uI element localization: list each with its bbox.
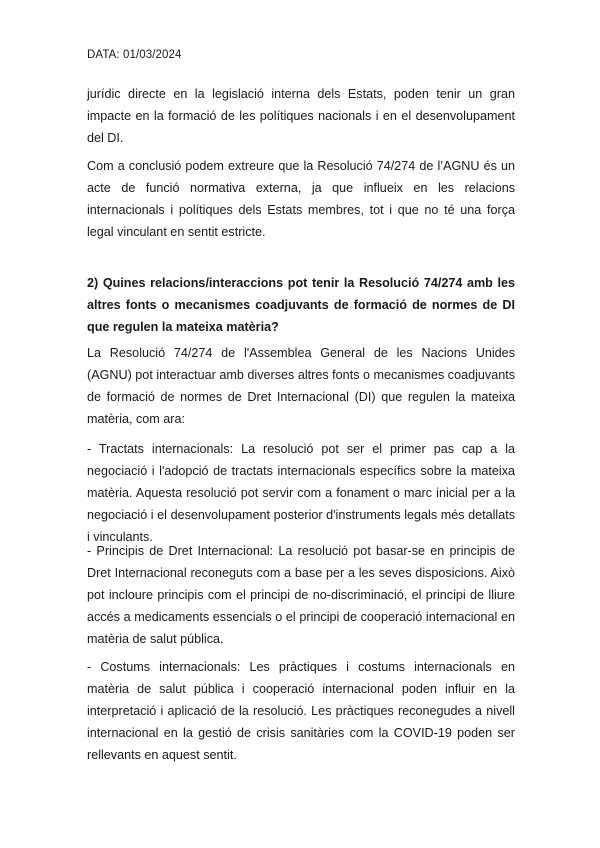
paragraph-conclusion: Com a conclusió podem extreure que la Resolució 74/274 de l’AGNU és un acte de funció normativa externa, ja que influeix en les relacions internacionals i polítiques dels Estats membres, tot i que no té una força legal vinculant en sentit estricte.	[87, 159, 515, 239]
document-date: DATA: 01/03/2024	[87, 49, 182, 61]
question-heading: 2) Quines relacions/interaccions pot tenir la Resolució 74/274 amb les altres fonts o mecanismes coadjuvants de formació de normes de DI que regulen la mateixa matèria?	[87, 276, 515, 334]
paragraph-continuation: jurídic directe en la legislació interna dels Estats, poden tenir un gran impacte en la formació de les polítiques nacionals i en el desenvolupament del DI.	[87, 87, 515, 145]
paragraph-principles: - Principis de Dret Internacional: La resolució pot basar-se en principis de Dret Internacional reconeguts com a base per a les seves disposicions. Això pot incloure principis com el principi de no-discriminació, el principi de lliure accés a medicaments essencials o el principi de cooperació internacional en matèria de salut pública.	[87, 544, 515, 646]
paragraph-customs: - Costums internacionals: Les pràctiques i costums internacionals en matèria de salut pública i cooperació internacional poden influir en la interpretació i aplicació de la resolució. Les pràctiques reconegudes a nivell internacional en la gestió de crisis sanitàries com la COVID-19 poden ser rellevants en aquest sentit.	[87, 660, 515, 762]
paragraph-intro: La Resolució 74/274 de l'Assemblea General de les Nacions Unides (AGNU) pot interactuar amb diverses altres fonts o mecanismes coadjuvants de formació de normes de Dret Internacional (DI) que regulen la mateixa matèria, com ara:	[87, 346, 515, 426]
paragraph-treaties: - Tractats internacionals: La resolució pot ser el primer pas cap a la negociació i l'adopció de tractats internacionals específics sobre la mateixa matèria. Aquesta resolució pot servir com a fonament o marc inicial per a la negociació i el desenvolupament posterior d'instruments legals més detallats i vinculants.	[87, 442, 515, 544]
